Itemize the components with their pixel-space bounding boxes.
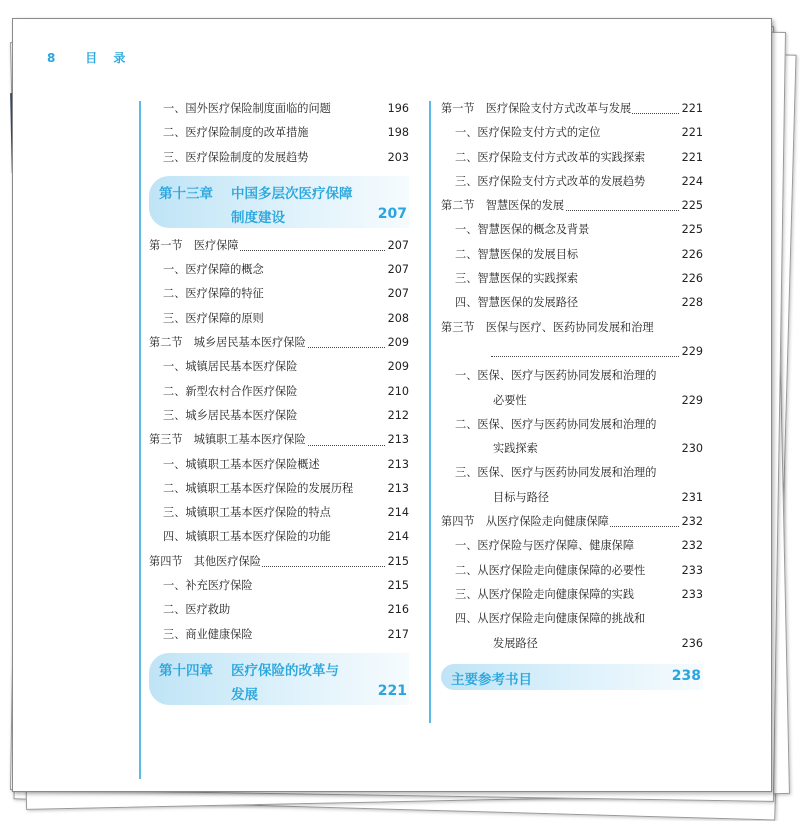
- toc-entry-label: 一、医疗保险支付方式的定位: [455, 126, 601, 140]
- toc-section-label: 第三节 医保与医疗、医药协同发展和治理: [441, 320, 654, 334]
- toc-entry[interactable]: [441, 121, 703, 145]
- toc-section-label: 第一节 医疗保障: [149, 238, 239, 252]
- toc-section[interactable]: [149, 234, 409, 258]
- toc-entry-label: 三、医保、医疗与医药协同发展和治理的: [455, 466, 657, 480]
- toc-entry-label: 一、医保、医疗与医药协同发展和治理的: [455, 369, 657, 383]
- toc-entry-label: 一、补充医疗保险: [163, 579, 253, 593]
- toc-entry-page: 228: [680, 291, 703, 315]
- toc-entry[interactable]: [149, 258, 409, 282]
- toc-entry-label: 二、医疗保险支付方式改革的实践探索: [455, 150, 646, 164]
- toc-entry[interactable]: [149, 623, 409, 647]
- toc-section-page: 215: [386, 550, 409, 574]
- toc-entry-label: 三、智慧医保的实践探索: [455, 272, 579, 286]
- toc-entry[interactable]: [441, 146, 703, 170]
- toc-entry-page: 224: [680, 170, 703, 194]
- toc-entry[interactable]: [441, 364, 703, 388]
- toc-entry-page: 225: [680, 218, 703, 242]
- toc-section-page: 221: [680, 97, 703, 121]
- chapter-title-line2: 发展: [231, 686, 258, 703]
- toc-entry[interactable]: [441, 607, 703, 631]
- toc-section-page: 225: [680, 194, 703, 218]
- toc-entry[interactable]: [441, 559, 703, 583]
- toc-entry[interactable]: [149, 477, 409, 501]
- toc-entry-page: 212: [386, 404, 409, 428]
- toc-section-label: 第二节 城乡居民基本医疗保险: [149, 336, 306, 350]
- toc-chapter-band[interactable]: [149, 176, 409, 228]
- toc-entry-page: 233: [680, 559, 703, 583]
- toc-section-label: 第三节 城镇职工基本医疗保险: [149, 433, 306, 447]
- toc-entry-label: 必要性: [493, 393, 527, 407]
- toc-entry-page: 231: [680, 486, 703, 510]
- chapter-number: 第十四章: [159, 662, 213, 679]
- chapter-number: 第十三章: [159, 185, 213, 202]
- toc-entry-page: 215: [386, 574, 409, 598]
- toc-entry-label: 三、从医疗保险走向健康保障的实践: [455, 587, 635, 601]
- toc-entry-page: 232: [680, 534, 703, 558]
- toc-entry[interactable]: [149, 97, 409, 121]
- toc-entry-label: 二、城镇职工基本医疗保险的发展历程: [163, 481, 354, 495]
- toc-section[interactable]: [441, 194, 703, 218]
- toc-section-page: 232: [680, 510, 703, 534]
- toc-entry[interactable]: [441, 218, 703, 242]
- toc-section[interactable]: [149, 331, 409, 355]
- toc-entry-label: 一、医疗保险与医疗保障、健康保障: [455, 539, 635, 553]
- toc-entry-label: 一、城镇职工基本医疗保险概述: [163, 457, 320, 471]
- toc-entry[interactable]: [441, 413, 703, 437]
- toc-entry[interactable]: [149, 574, 409, 598]
- toc-entry-label: 实践探索: [493, 442, 538, 456]
- toc-entry-page: 214: [386, 525, 409, 549]
- toc-section-page: 229: [680, 340, 703, 364]
- toc-section[interactable]: [441, 97, 703, 121]
- toc-entry[interactable]: [441, 291, 703, 315]
- toc-section-page: 209: [386, 331, 409, 355]
- toc-entry[interactable]: [441, 170, 703, 194]
- toc-left-column: [149, 97, 409, 711]
- chapter-heading: [159, 659, 339, 679]
- toc-entry-page: 230: [680, 437, 703, 461]
- toc-section-page: 213: [386, 428, 409, 452]
- chapter-title-line1: 中国多层次医疗保障: [231, 185, 353, 202]
- toc-bibliography-band[interactable]: [441, 664, 703, 690]
- toc-entry-label: 二、医保、医疗与医药协同发展和治理的: [455, 417, 657, 431]
- bibliography-title: 主要参考书目: [451, 671, 532, 688]
- toc-section-label: 第四节 从医疗保险走向健康保障: [441, 515, 609, 529]
- toc-entry-page: 214: [386, 501, 409, 525]
- toc-entry[interactable]: [149, 525, 409, 549]
- toc-entry-label: 一、国外医疗保险制度面临的问题: [163, 102, 331, 115]
- toc-entry-page: 213: [386, 477, 409, 501]
- toc-entry-page: 208: [386, 307, 409, 331]
- toc-entry-label: 发展路径: [493, 636, 538, 650]
- toc-entry-continuation[interactable]: [441, 437, 703, 461]
- toc-entry[interactable]: [149, 307, 409, 331]
- chapter-title-line1: 医疗保险的改革与: [231, 662, 339, 679]
- left-column-rule: [139, 101, 141, 779]
- toc-entry[interactable]: [149, 598, 409, 622]
- toc-entry-label: 四、从医疗保险走向健康保障的挑战和: [455, 612, 646, 626]
- toc-entry[interactable]: [441, 267, 703, 291]
- toc-entry-page: 209: [386, 355, 409, 379]
- toc-entry[interactable]: [149, 501, 409, 525]
- toc-entry[interactable]: [149, 121, 409, 145]
- toc-entry-label: 二、智慧医保的发展目标: [455, 247, 579, 261]
- toc-entry-page: 226: [680, 267, 703, 291]
- toc-entry-label: 二、医疗保险制度的改革措施: [163, 126, 309, 140]
- toc-entry-page: 213: [386, 453, 409, 477]
- toc-entry[interactable]: [149, 404, 409, 428]
- chapter-page: 221: [377, 682, 407, 699]
- chapter-heading: [159, 182, 353, 202]
- toc-section[interactable]: [149, 550, 409, 574]
- toc-entry[interactable]: [441, 534, 703, 558]
- toc-entry-label: 三、医疗保险支付方式改革的发展趋势: [455, 174, 646, 188]
- toc-entry-label: 二、医疗保障的特征: [163, 287, 264, 301]
- toc-entry-label: 目标与路径: [493, 490, 549, 504]
- toc-section-label: 第四节 其他医疗保险: [149, 554, 261, 568]
- toc-entry-page: 229: [680, 389, 703, 413]
- toc-entry-label: 四、智慧医保的发展路径: [455, 296, 579, 310]
- toc-entry[interactable]: [149, 453, 409, 477]
- toc-entry-page: 210: [386, 380, 409, 404]
- toc-section-label: 第二节 智慧医保的发展: [441, 199, 565, 213]
- right-column-rule: [429, 101, 431, 723]
- chapter-title-line2: 制度建设: [231, 209, 285, 226]
- toc-entry-page: 221: [680, 146, 703, 170]
- toc-entry-page: 221: [680, 121, 703, 145]
- toc-entry[interactable]: [441, 583, 703, 607]
- toc-entry-page: 203: [386, 146, 409, 170]
- toc-entry-page: 216: [386, 598, 409, 622]
- toc-section[interactable]: [149, 428, 409, 452]
- toc-entry-label: 二、医疗救助: [163, 603, 231, 617]
- toc-entry-label: 一、智慧医保的概念及背景: [455, 223, 590, 237]
- toc-entry-label: 三、商业健康保险: [163, 627, 253, 641]
- toc-right-column: [441, 97, 703, 696]
- toc-chapter-band[interactable]: [149, 653, 409, 705]
- toc-entry-page: 236: [680, 632, 703, 656]
- toc-section[interactable]: [441, 316, 703, 340]
- toc-section-page: 207: [386, 234, 409, 258]
- toc-entry[interactable]: [149, 282, 409, 306]
- toc-entry-label: 三、城镇职工基本医疗保险的特点: [163, 506, 331, 520]
- leader-dots: [491, 356, 681, 357]
- toc-entry[interactable]: [149, 355, 409, 379]
- toc-entry-label: 三、医疗保障的原则: [163, 311, 264, 325]
- toc-entry-label: 二、从医疗保险走向健康保障的必要性: [455, 563, 646, 577]
- toc-entry-label: 四、城镇职工基本医疗保险的功能: [163, 530, 331, 544]
- chapter-page: 207: [377, 205, 407, 222]
- toc-entry-continuation[interactable]: [441, 486, 703, 510]
- toc-entry[interactable]: [441, 243, 703, 267]
- toc-entry-page: 196: [386, 97, 409, 121]
- toc-entry-continuation[interactable]: [441, 389, 703, 413]
- toc-entry-label: 二、新型农村合作医疗保险: [163, 384, 298, 398]
- toc-entry[interactable]: [149, 380, 409, 404]
- toc-section-label: 第一节 医疗保险支付方式改革与发展: [441, 102, 632, 115]
- toc-section-continuation[interactable]: [441, 340, 703, 364]
- toc-entry-label: 一、城镇居民基本医疗保险: [163, 360, 298, 374]
- toc-section[interactable]: [441, 510, 703, 534]
- toc-entry-page: 207: [386, 282, 409, 306]
- toc-entry-label: 一、医疗保障的概念: [163, 263, 264, 277]
- toc-entry-page: 233: [680, 583, 703, 607]
- toc-entry-page: 217: [386, 623, 409, 647]
- bibliography-page: 238: [671, 667, 701, 684]
- toc-entry-label: 三、城乡居民基本医疗保险: [163, 408, 298, 422]
- page-title: 目 录: [85, 51, 132, 65]
- toc-entry-page: 198: [386, 121, 409, 145]
- toc-entry-label: 三、医疗保险制度的发展趋势: [163, 150, 309, 164]
- toc-entry-page: 207: [386, 258, 409, 282]
- page-header: [47, 49, 131, 66]
- toc-entry[interactable]: [441, 461, 703, 485]
- toc-entry-continuation[interactable]: [441, 632, 703, 656]
- page-number: 8: [47, 51, 56, 65]
- toc-page: [12, 18, 772, 792]
- toc-entry[interactable]: [149, 146, 409, 170]
- toc-entry-page: 226: [680, 243, 703, 267]
